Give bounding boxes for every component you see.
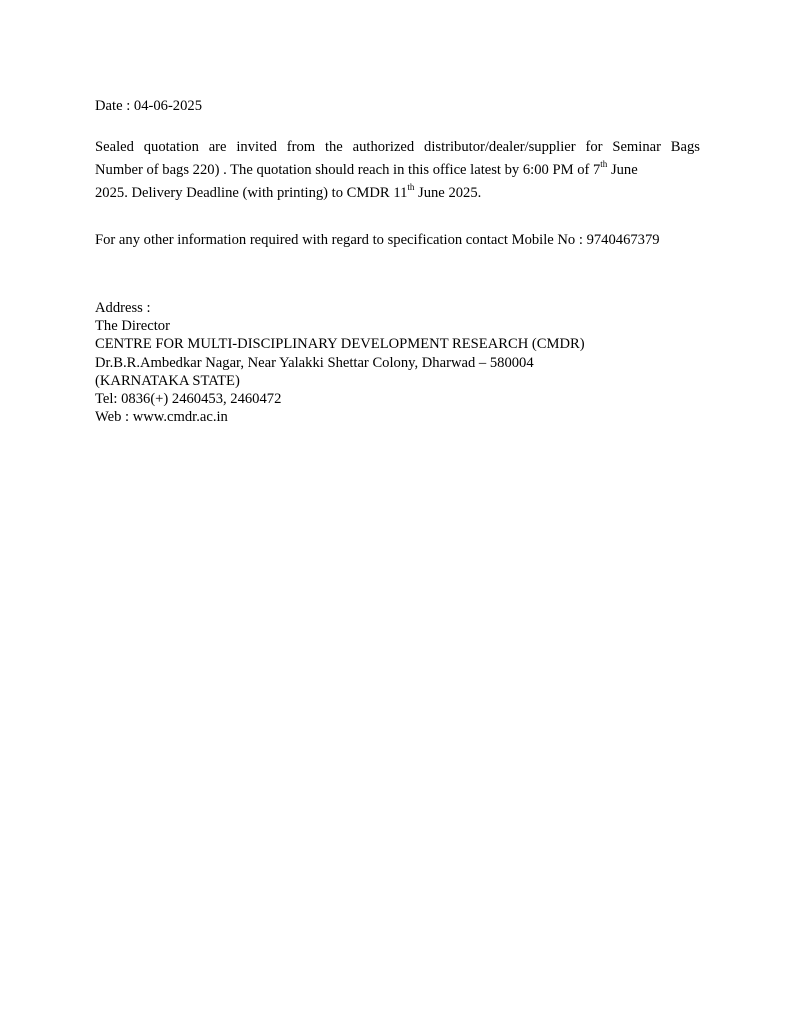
quotation-line-1: Sealed quotation are invited from the authorized distributor/dealer/supplier for Seminar Bags (95, 139, 700, 155)
address-line-state: (KARNATAKA STATE) (95, 372, 240, 389)
quotation-line-3-end: June 2025. (414, 185, 482, 201)
superscript-th: th (407, 182, 415, 193)
contact-paragraph: For any other information required with regard to specification contact Mobile No : 9740467379 (95, 232, 660, 248)
date-line: Date : 04-06-2025 (95, 98, 202, 114)
quotation-paragraph (95, 136, 700, 205)
address-line-website: Web : www.cmdr.ac.in (95, 409, 228, 426)
quotation-line-2-end: June (607, 162, 638, 178)
address-line-street: Dr.B.R.Ambedkar Nagar, Near Yalakki Shettar Colony, Dharwad – 580004 (95, 354, 534, 371)
address-line-organization: CENTRE FOR MULTI-DISCIPLINARY DEVELOPMENT RESEARCH (CMDR) (95, 336, 585, 353)
address-line-director: The Director (95, 318, 170, 335)
superscript-th: th (600, 159, 608, 170)
address-line-telephone: Tel: 0836(+) 2460453, 2460472 (95, 391, 282, 408)
address-block (95, 299, 585, 426)
quotation-line-2-text: Number of bags 220) . The quotation should reach in this office latest by 6:00 PM of 7 (95, 162, 601, 178)
quotation-line-2 (95, 159, 700, 182)
quotation-line-3 (95, 182, 700, 205)
quotation-line-3-text: 2025. Delivery Deadline (with printing) to CMDR 11 (95, 185, 408, 201)
address-heading: Address : (95, 300, 151, 316)
